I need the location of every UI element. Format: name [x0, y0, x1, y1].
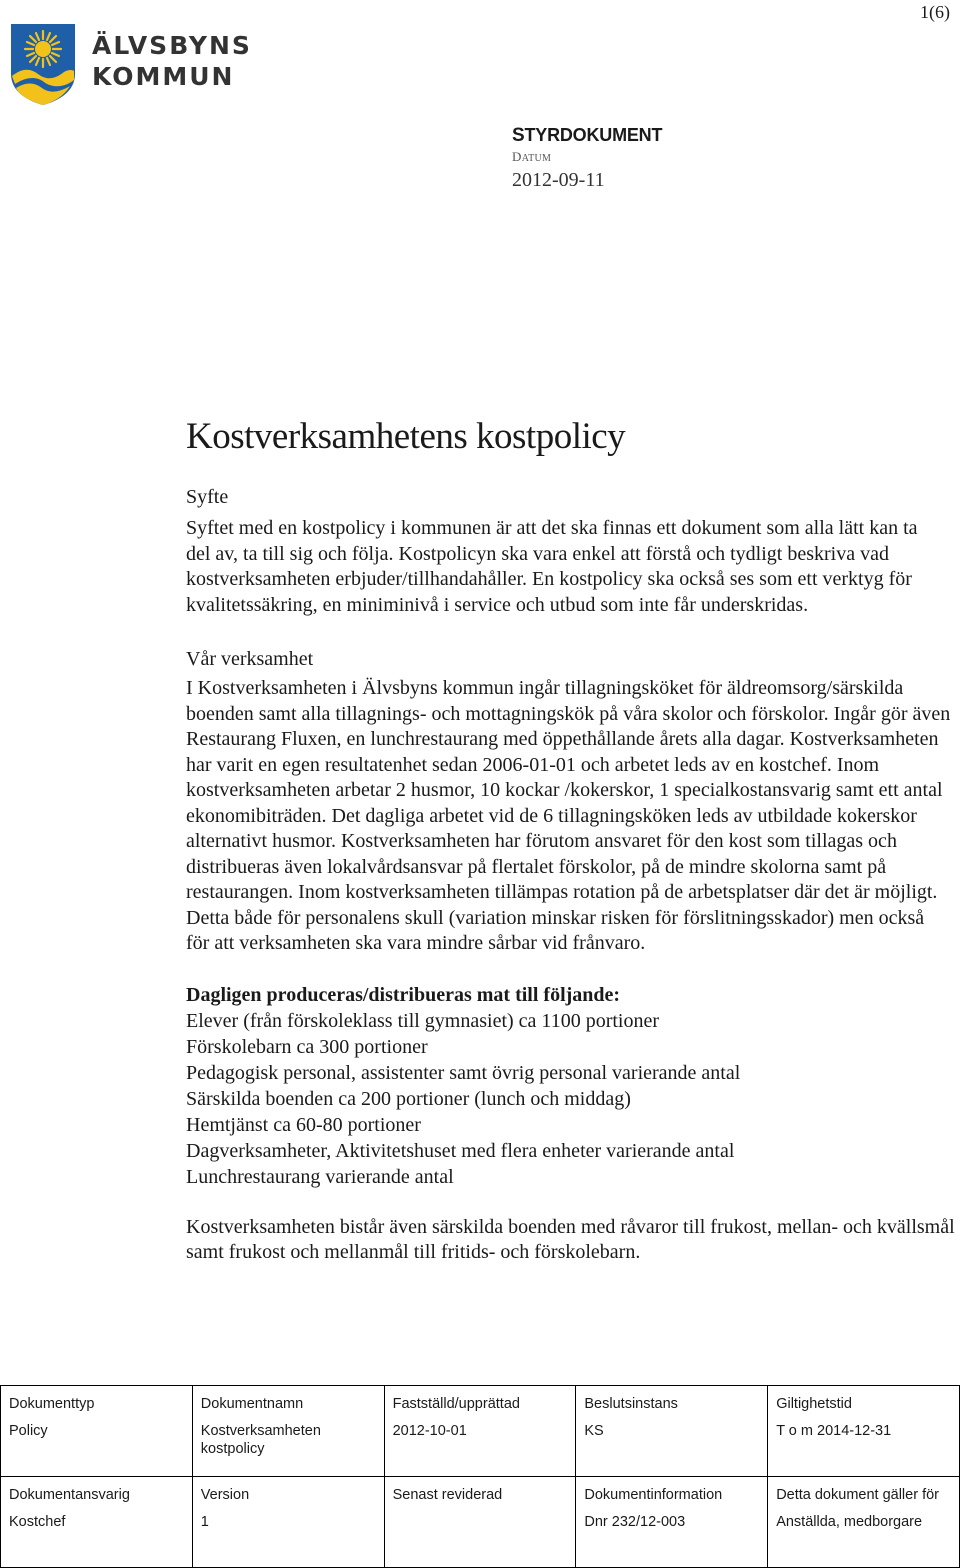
list-item: Lunchrestaurang varierande antal: [186, 1165, 454, 1188]
cell-value: Anställda, medborgare: [776, 1514, 923, 1530]
cell-label: Dokumentansvarig: [9, 1487, 130, 1503]
table-cell: [192, 1477, 384, 1568]
table-cell: [1, 1477, 193, 1568]
cell-label: Detta dokument gäller för: [776, 1487, 939, 1503]
list-item: Elever (från förskoleklass till gymnasiet) ca 1100 portioner: [186, 1009, 659, 1032]
cell-value: Kostchef: [9, 1514, 66, 1530]
coat-of-arms-icon: [8, 22, 78, 106]
table-cell: [384, 1386, 576, 1477]
list-item: Dagverksamheter, Aktivitetshuset med flera enheter varierande antal: [186, 1139, 735, 1162]
cell-value: 1: [200, 1514, 209, 1530]
daily-heading: Dagligen produceras/distribueras mat till följande:: [186, 983, 621, 1006]
table-cell: [768, 1477, 960, 1568]
cell-label: Dokumenttyp: [9, 1396, 95, 1412]
document-type: STYRDOKUMENT: [512, 125, 663, 146]
municipality-logo: [8, 22, 252, 106]
syfte-heading: Syfte: [186, 486, 229, 508]
list-item: Pedagogisk personal, assistenter samt övrig personal varierande antal: [186, 1061, 741, 1084]
cell-label: Dokumentnamn: [200, 1396, 304, 1412]
logo-line-1: ÄLVSBYNS: [92, 31, 252, 60]
cell-value: T o m 2014-12-31: [776, 1423, 892, 1439]
list-item: Särskilda boenden ca 200 portioner (lunch och middag): [186, 1087, 631, 1110]
cell-value: Kostverksamheten kostpolicy: [200, 1423, 321, 1457]
list-item: Förskolebarn ca 300 portioner: [186, 1035, 428, 1058]
table-row: [1, 1477, 960, 1568]
document-date: 2012-09-11: [512, 169, 605, 191]
cell-label: Fastställd/upprättad: [392, 1396, 520, 1412]
table-cell: [576, 1386, 768, 1477]
verksamhet-heading: Vår verksamhet: [186, 648, 314, 670]
syfte-paragraph: Syftet med en kostpolicy i kommunen är att det ska finnas ett dokument som alla lätt kan ta del av, ta till sig och följa. Kostpolicyn ska vara enkel att förstå och tydligt beskriva vad kostverksamheten erbjuder/tillhandahåller. En kostpolicy ska också ses som ett verktyg för kvalitetssäkring, en miniminivå i service och utbud som inte får underskridas.: [186, 517, 918, 616]
main-content: [186, 414, 956, 1266]
cell-value: 2012-10-01: [392, 1423, 467, 1439]
table-cell: [1, 1386, 193, 1477]
document-title: Kostverksamhetens kostpolicy: [186, 416, 626, 457]
logo-line-2: KOMMUN: [92, 62, 235, 91]
table-cell: [192, 1386, 384, 1477]
page-number: 1(6): [920, 2, 950, 22]
table-row: [1, 1386, 960, 1477]
daily-list: [186, 1008, 956, 1190]
cell-value: Dnr 232/12-003: [584, 1514, 686, 1530]
cell-value: Policy: [9, 1423, 48, 1439]
cell-label: Version: [200, 1487, 250, 1503]
document-info-table: [0, 1385, 960, 1568]
list-item: Hemtjänst ca 60-80 portioner: [186, 1113, 421, 1136]
cell-label: Giltighetstid: [776, 1396, 852, 1412]
table-cell: [576, 1477, 768, 1568]
cell-value: KS: [584, 1423, 604, 1439]
verksamhet-paragraph: I Kostverksamheten i Älvsbyns kommun ingår tillagningsköket för äldreomsorg/särskilda boenden samt alla tillagnings- och mottagningskök på våra skolor och förskolor. Ingår gör även Restaurang Fluxen, en lunchrestaurang med öppethållande årets alla dagar. Kostverksamheten har varit en egen resultatenhet sedan 2006-01-01 och arbetet leds av en kostchef. Inom kostverksamheten arbetar 2 husmor, 10 kockar /kokerskor, 1 specialkostansvarig samt ett antal ekonomibiträden. Det dagliga arbetet vid de 6 tillagningsköken leds av utbildade kokerskor alternativt husmor. Kostverksamheten har förutom ansvaret för den kost som tillagas och distribueras även lokalvårdsansvar på flertalet förskolor, på de mindre skolorna samt på restaurangen. Inom kostverksamheten tillämpas rotation på de arbetsplatser där det är möjligt. Detta både för personalens skull (variation minskar risken för förslitningsskador) men också för att verksamheten ska vara mindre sårbar vid frånvaro.: [186, 677, 951, 954]
table-cell: [384, 1477, 576, 1568]
cell-label: Dokumentinformation: [584, 1487, 723, 1503]
document-header: [512, 125, 662, 192]
logo-text: [92, 30, 252, 92]
date-label: DATUM: [512, 149, 552, 164]
cell-label: Senast reviderad: [392, 1487, 503, 1503]
cell-label: Beslutsinstans: [584, 1396, 678, 1412]
table-cell: [768, 1386, 960, 1477]
final-paragraph: Kostverksamheten bistår även särskilda boenden med råvaror till frukost, mellan- och kvällsmål samt frukost och mellanmål till fritids- och förskolebarn.: [186, 1215, 955, 1263]
